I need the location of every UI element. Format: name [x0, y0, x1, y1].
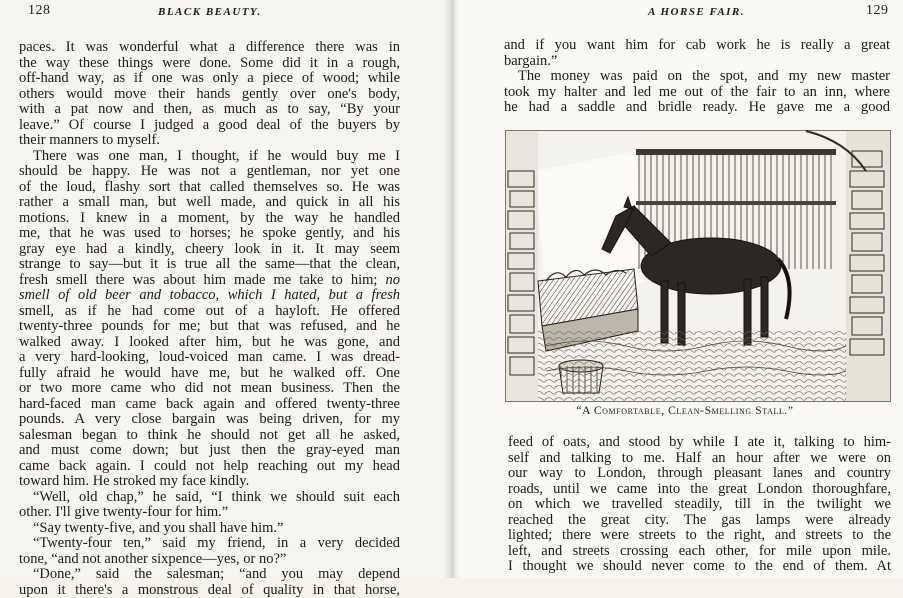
text-line: off-hand way, as if one was only a piece of wood; while: [19, 71, 400, 87]
left-body-text: [19, 40, 400, 598]
text-line: me, that he was used to horses; he spoke gently, and his: [19, 226, 400, 242]
text-line: left, and streets crossing each other, for mile upon mile.: [508, 544, 891, 560]
text-line: “Say twenty-five, and you shall have him.”: [19, 521, 400, 537]
text-line: strange to say—but it is true all the same—that the clean,: [19, 257, 400, 273]
text-line: hard-faced man came back again and offered twenty-three: [19, 397, 400, 413]
left-page-number: 128: [28, 3, 51, 19]
text-line: tone, “and not another sixpence—yes, or no?”: [19, 552, 400, 568]
text-line: on which we travelled steadily, till in the twilight we: [508, 497, 891, 513]
text-line: of the loud, flashy sort that called themselves so. He was: [19, 180, 400, 196]
text-line-with-italic: [19, 273, 400, 289]
text-line: paces. It was wonderful what a difference there was in: [19, 40, 400, 56]
text-line: motions. I knew in a moment, by the way he handled: [19, 211, 400, 227]
text-line: “Done,” said the salesman; “and you may depend: [19, 567, 400, 583]
text-line: lighted; there were streets to the right, and streets to the: [508, 528, 891, 544]
text-fragment: smell of old beer and tobacco, which I hated, but a fresh: [19, 287, 400, 303]
text-line: other. I'll give twenty-four for him.”: [19, 505, 400, 521]
text-line: bargain.”: [504, 54, 890, 70]
text-line: and must come down; but just then the gray-eyed man: [19, 443, 400, 459]
horse-stall-illustration: [505, 130, 891, 402]
text-line: feed of oats, and stood by while I ate it, talking to him-: [508, 435, 891, 451]
text-line: the way these things were done. Some did it in a rough,: [19, 56, 400, 72]
text-line: with a pat now and then, as much as to say, “By your: [19, 102, 400, 118]
left-page: [0, 0, 452, 578]
text-line: or two more came who did not mean business. Then the: [19, 381, 400, 397]
text-line: gray eye had a kindly, cheery look in it. It may seem: [19, 242, 400, 258]
text-line: took my halter and led me out of the fair to an inn, where: [504, 85, 890, 101]
text-line: rather a small man, but well made, and quick in all his: [19, 195, 400, 211]
right-body-text-top: [504, 38, 890, 116]
text-line: and if you want him for cab work he is really a great: [504, 38, 890, 54]
text-line: fully afraid he would have me, but he walked off. One: [19, 366, 400, 382]
right-running-head: A HORSE FAIR.: [648, 6, 745, 18]
text-line: upon it there's a monstrous deal of quality in that horse,: [19, 583, 400, 598]
text-line: I thought we should never come to the end of them. At: [508, 559, 891, 575]
text-line: walked away. I looked after him, but he was gone, and: [19, 335, 400, 351]
text-line: self and talking to me. Half an hour after we were on: [508, 451, 891, 467]
text-line: roads, until we came into the great London thoroughfare,: [508, 482, 891, 498]
left-running-head: BLACK BEAUTY.: [158, 6, 262, 18]
text-line: toward him. He stroked my face kindly.: [19, 474, 400, 490]
text-line: twenty-three pounds for me; but that was refused, and he: [19, 319, 400, 335]
figure-caption: “A Comfortable, Clean-Smelling Stall.”: [470, 405, 900, 417]
text-fragment: fresh smell there was about him made me take to him;: [19, 272, 386, 288]
text-line: came back again. I could not help reaching out my head: [19, 459, 400, 475]
text-line: “Twenty-four ten,” said my friend, in a very decided: [19, 536, 400, 552]
book-gutter: [444, 0, 460, 578]
text-line: our way to London, through pleasant lanes and country: [508, 466, 891, 482]
italic-fragment: no: [386, 272, 401, 288]
horse-illustration-icon: [506, 131, 890, 401]
text-line: he had a saddle and bridle ready. He gave me a good: [504, 100, 890, 116]
text-line: a very hard-looking, loud-voiced man came. I was dread-: [19, 350, 400, 366]
text-line: smell, as if he had come out of a hayloft. He offered: [19, 304, 400, 320]
text-line: The money was paid on the spot, and my new master: [504, 69, 890, 85]
text-line: reached the great city. The gas lamps were already: [508, 513, 891, 529]
text-line: others would move their hands gently over one's body,: [19, 87, 400, 103]
text-line: There was one man, I thought, if he would buy me I: [19, 149, 400, 165]
text-line: salesman began to think he should not get all he asked,: [19, 428, 400, 444]
right-body-text-bottom: [508, 435, 891, 575]
italic-text-line: [19, 288, 400, 304]
text-line: “Well, old chap,” he said, “I think we should suit each: [19, 490, 400, 506]
text-line: their manners to myself.: [19, 133, 400, 149]
text-line: pounds. A very close bargain was being driven, for my: [19, 412, 400, 428]
right-page-number: 129: [866, 3, 889, 19]
text-line: leave.” Of course I judged a good deal of the buyers by: [19, 118, 400, 134]
text-line: should be happy. He was not a gentleman, nor yet one: [19, 164, 400, 180]
